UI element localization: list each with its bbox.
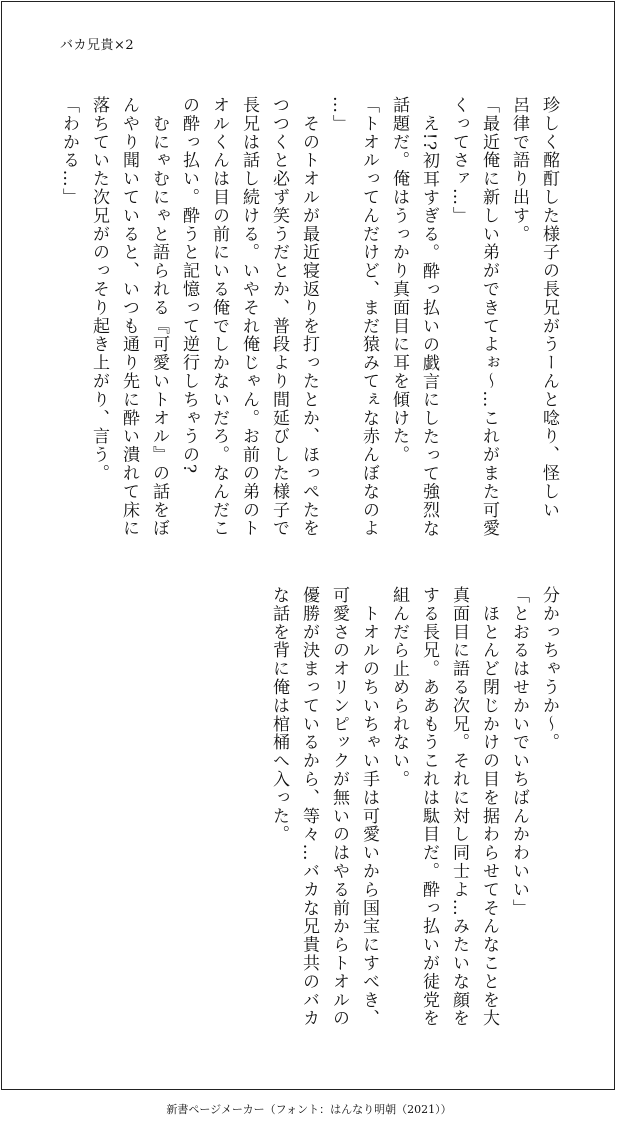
- text-column: むにゃむにゃと語られる『可愛いトオル』の話をぼ: [149, 96, 169, 538]
- text-column: する長兄。ああもうこれは駄目だ。酔っ払いが徒党を: [419, 586, 439, 1028]
- text-column: んやり聞いていると、いつも通り先に酔い潰れて床に: [119, 96, 139, 538]
- text-column: 「トオルってんだけど、まだ猿みてぇな赤んぼなのよ: [359, 96, 379, 538]
- page-title: バカ兄貴×2: [60, 38, 135, 53]
- text-column: 珍しく酩酊した様子の長兄がうーんと唸り、怪しい: [539, 96, 559, 520]
- text-column: 組んだら止められない。: [389, 586, 409, 789]
- text-column: 話題だ。俺はうっかり真面目に耳を傾けた。: [389, 96, 409, 464]
- text-column: オルくんは目の前にいる俺でしかないだろ。なんだこ: [209, 96, 229, 538]
- text-column: つつくと必ず笑うだとか、普段より間延びした様子で: [269, 96, 289, 538]
- text-column: 「とおるはせかいでいちばんかわいい」: [509, 586, 529, 918]
- text-column: 分かっちゃうか〜。: [539, 586, 559, 752]
- text-column: そのトオルが最近寝返りを打ったとか、ほっぺたを: [299, 96, 319, 538]
- text-column: 「最近俺に新しい弟ができてよぉ〜…これがまた可愛: [479, 96, 499, 538]
- text-column: 呂律で語り出す。: [509, 96, 529, 244]
- text-column: 真面目に語る次兄。それに対し同士よ…みたいな顔を: [449, 586, 469, 1028]
- text-column: 落ちていた次兄がのっそり起き上がり、言う。: [89, 96, 109, 483]
- text-column: な話を背に俺は棺桶へ入った。: [269, 586, 289, 844]
- text-column: え!?初耳すぎる。酔っ払いの戯言にしたって強烈な: [419, 96, 439, 538]
- text-column: 可愛さのオリンピックが無いのはやる前からトオルの: [329, 586, 349, 1028]
- text-column: トオルのちいちゃい手は可愛いから国宝にすべき、: [359, 586, 379, 1028]
- text-column: ほとんど閉じかけの目を据わらせてそんなことを大: [479, 586, 499, 1028]
- text-column: …」: [329, 96, 349, 133]
- footer-credit: 新書ページメーカー（フォント：はんなり明朝（2021））: [166, 1103, 452, 1116]
- text-column: 「わかる…」: [59, 96, 79, 207]
- text-column: の酔っ払い。酔うと記憶って逆行しちゃうの?: [179, 96, 199, 475]
- text-column: 優勝が決まっているから、等々…バカな兄貴共のバカ: [299, 586, 319, 1028]
- text-column: 長兄は話し続ける。いやそれ俺じゃん。お前の弟のト: [239, 96, 259, 538]
- text-column: くってさァ…」: [449, 96, 469, 225]
